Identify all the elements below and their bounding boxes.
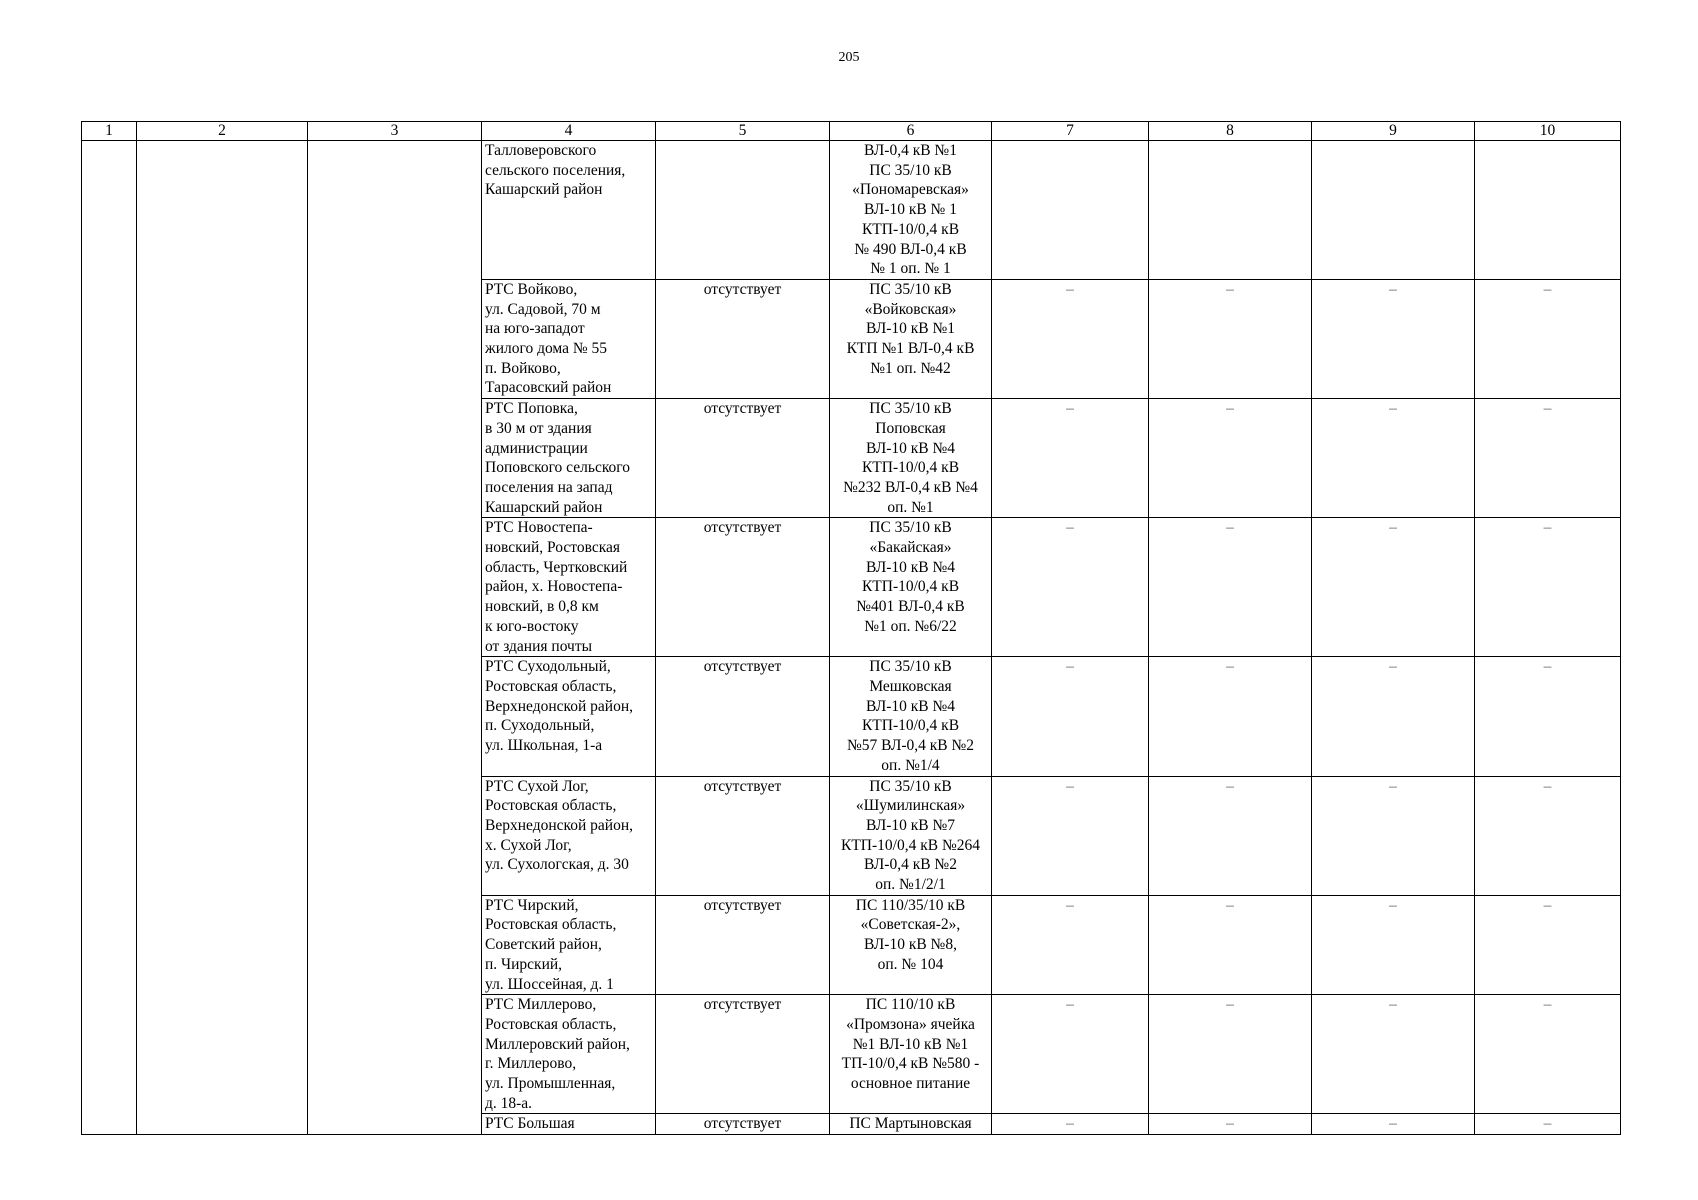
- empty-cell: [137, 518, 308, 657]
- table-row: [82, 995, 1621, 1114]
- empty-cell: [308, 518, 482, 657]
- cell-line: «Шумилинская»: [855, 797, 966, 815]
- page-number: 205: [838, 50, 860, 65]
- table-row: [82, 895, 1621, 995]
- location-cell: [482, 279, 656, 398]
- power-supply-cell: [830, 776, 992, 895]
- cell-line: Кашарский район: [485, 181, 603, 199]
- cell-line: поселения на запад: [485, 478, 613, 496]
- cell-line: администрации: [485, 439, 588, 457]
- cell-line: п. Войково,: [485, 359, 561, 377]
- cell-line: КТП-10/0,4 кВ: [861, 717, 960, 735]
- dash-cell: –: [1149, 895, 1312, 995]
- column-header: 2: [137, 122, 308, 141]
- cell-line: ВЛ-0,4 кВ №2: [864, 856, 957, 874]
- column-header: 10: [1475, 122, 1621, 141]
- cell-line: КТП-10/0,4 кВ: [861, 459, 960, 477]
- cell-line: РТС Миллерово,: [485, 996, 597, 1014]
- cell-line: ВЛ-10 кВ № 1: [864, 201, 957, 219]
- cell-line: от здания почты: [485, 637, 593, 655]
- empty-cell: [137, 776, 308, 895]
- cell-line: КТП-10/0,4 кВ: [861, 578, 960, 596]
- table-row: [82, 279, 1621, 398]
- cell-line: оп. №1/4: [881, 756, 940, 774]
- location-cell: [482, 895, 656, 995]
- status-cell: отсутствует: [656, 399, 830, 518]
- power-supply-cell: [830, 399, 992, 518]
- empty-cell: [137, 657, 308, 776]
- empty-cell: [82, 995, 137, 1114]
- cell-line: ВЛ-10 кВ №7: [865, 816, 956, 834]
- dash-cell: –: [992, 1114, 1149, 1135]
- dash-cell: –: [1149, 279, 1312, 398]
- empty-cell: [82, 895, 137, 995]
- status-cell: отсутствует: [656, 518, 830, 657]
- empty-cell: [137, 399, 308, 518]
- dash-cell: –: [1475, 657, 1621, 776]
- cell-line: ул. Промышленная,: [485, 1075, 616, 1093]
- table-body: [82, 141, 1621, 1135]
- dash-cell: –: [1475, 518, 1621, 657]
- status-cell: отсутствует: [656, 657, 830, 776]
- cell-line: район, х. Новостепа-: [485, 578, 623, 596]
- dash-cell: [1312, 141, 1475, 280]
- empty-cell: [137, 279, 308, 398]
- cell-line: в 30 м от здания: [485, 419, 592, 437]
- cell-line: область, Чертковский: [485, 558, 628, 576]
- dash-cell: [992, 141, 1149, 280]
- cell-line: Поповская: [875, 419, 946, 437]
- dash-cell: –: [992, 895, 1149, 995]
- power-supply-cell: [830, 518, 992, 657]
- dash-cell: –: [1312, 279, 1475, 398]
- data-table: [81, 121, 1621, 1135]
- cell-line: РТС Сухой Лог,: [485, 777, 589, 795]
- dash-cell: –: [992, 399, 1149, 518]
- status-cell: отсутствует: [656, 1114, 830, 1135]
- column-header: 1: [82, 122, 137, 141]
- cell-line: «Бакайская»: [869, 539, 952, 557]
- empty-cell: [308, 776, 482, 895]
- cell-line: №401 ВЛ-0,4 кВ: [856, 598, 965, 616]
- power-supply-cell: [830, 141, 992, 280]
- cell-line: Миллеровский район,: [485, 1035, 630, 1053]
- cell-line: Верхнедонской район,: [485, 816, 634, 834]
- dash-cell: –: [992, 279, 1149, 398]
- dash-cell: –: [1475, 1114, 1621, 1135]
- dash-cell: –: [1149, 657, 1312, 776]
- cell-line: Тарасовский район: [485, 379, 612, 397]
- dash-cell: [1149, 141, 1312, 280]
- cell-line: Верхнедонской район,: [485, 697, 634, 715]
- dash-cell: –: [1149, 518, 1312, 657]
- empty-cell: [308, 1114, 482, 1135]
- cell-line: основное питание: [850, 1075, 971, 1093]
- cell-line: Кашарский район: [485, 498, 603, 516]
- dash-cell: –: [1475, 776, 1621, 895]
- cell-line: №1 оп. №6/22: [864, 617, 957, 635]
- empty-cell: [82, 657, 137, 776]
- cell-line: оп. № 104: [877, 955, 944, 973]
- cell-line: РТС Чирский,: [485, 896, 579, 914]
- empty-cell: [308, 895, 482, 995]
- empty-cell: [137, 995, 308, 1114]
- column-header: 7: [992, 122, 1149, 141]
- table-row: [82, 518, 1621, 657]
- cell-line: КТП №1 ВЛ-0,4 кВ: [846, 340, 975, 358]
- empty-cell: [82, 1114, 137, 1135]
- cell-line: новский, в 0,8 км: [485, 598, 599, 616]
- empty-cell: [82, 776, 137, 895]
- cell-line: КТП-10/0,4 кВ: [861, 220, 960, 238]
- cell-line: ПС 35/10 кВ: [869, 519, 952, 537]
- cell-line: ВЛ-10 кВ №4: [865, 558, 956, 576]
- cell-line: п. Суходольный,: [485, 717, 595, 735]
- cell-line: Ростовская область,: [485, 916, 617, 934]
- table-row: [82, 657, 1621, 776]
- power-supply-cell: [830, 1114, 992, 1135]
- location-cell: [482, 399, 656, 518]
- dash-cell: –: [1149, 776, 1312, 895]
- cell-line: ТП-10/0,4 кВ №580 -: [841, 1055, 980, 1073]
- table-row: [82, 141, 1621, 280]
- cell-line: Мешковская: [869, 677, 952, 695]
- cell-line: г. Миллерово,: [485, 1055, 577, 1073]
- status-cell: отсутствует: [656, 279, 830, 398]
- table-row: [82, 1114, 1621, 1135]
- cell-line: ВЛ-0,4 кВ №1: [864, 142, 957, 159]
- cell-line: к юго-востоку: [485, 617, 579, 635]
- cell-line: ВЛ-10 кВ №8,: [864, 936, 957, 954]
- cell-line: оп. №1: [887, 498, 934, 516]
- cell-line: п. Чирский,: [485, 955, 563, 973]
- status-cell: отсутствует: [656, 895, 830, 995]
- cell-line: ул. Школьная, 1-а: [485, 737, 603, 755]
- empty-cell: [137, 141, 308, 280]
- empty-cell: [137, 895, 308, 995]
- cell-line: «Промзона» ячейка: [846, 1015, 975, 1033]
- location-cell: [482, 995, 656, 1114]
- cell-line: сельского поселения,: [485, 161, 626, 179]
- empty-cell: [82, 141, 137, 280]
- cell-line: «Войковская»: [864, 300, 957, 318]
- dash-cell: –: [1475, 399, 1621, 518]
- empty-cell: [308, 399, 482, 518]
- empty-cell: [82, 518, 137, 657]
- cell-line: х. Сухой Лог,: [485, 836, 572, 854]
- dash-cell: –: [1475, 895, 1621, 995]
- cell-line: оп. №1/2/1: [875, 876, 946, 894]
- cell-line: Поповского сельского: [485, 459, 631, 477]
- cell-line: новский, Ростовская: [485, 539, 621, 557]
- status-cell: отсутствует: [656, 995, 830, 1114]
- empty-cell: [308, 141, 482, 280]
- cell-line: РТС Поповка,: [485, 400, 578, 418]
- column-header: 6: [830, 122, 992, 141]
- cell-line: РТС Суходольный,: [485, 658, 611, 676]
- power-supply-cell: [830, 279, 992, 398]
- cell-line: на юго-западот: [485, 320, 585, 338]
- dash-cell: –: [1312, 657, 1475, 776]
- cell-line: ПС 35/10 кВ: [869, 400, 952, 418]
- location-cell: [482, 776, 656, 895]
- dash-cell: –: [1312, 895, 1475, 995]
- cell-line: ПС 35/10 кВ: [869, 280, 952, 298]
- cell-line: №57 ВЛ-0,4 кВ №2: [846, 737, 975, 755]
- cell-line: «Советская-2»,: [860, 916, 961, 934]
- dash-cell: –: [1149, 1114, 1312, 1135]
- power-supply-cell: [830, 895, 992, 995]
- cell-line: № 1 оп. № 1: [870, 260, 951, 278]
- location-cell: [482, 1114, 656, 1135]
- column-header: 5: [656, 122, 830, 141]
- dash-cell: –: [992, 657, 1149, 776]
- dash-cell: –: [1312, 518, 1475, 657]
- empty-cell: [82, 399, 137, 518]
- location-cell: [482, 657, 656, 776]
- cell-line: д. 18-а.: [485, 1094, 533, 1112]
- cell-line: ВЛ-10 кВ №4: [865, 439, 956, 457]
- cell-line: № 490 ВЛ-0,4 кВ: [854, 240, 967, 258]
- dash-cell: [1475, 141, 1621, 280]
- empty-cell: [82, 279, 137, 398]
- empty-cell: [137, 1114, 308, 1135]
- column-header: 8: [1149, 122, 1312, 141]
- column-header: 3: [308, 122, 482, 141]
- cell-line: №1 оп. №42: [870, 359, 951, 377]
- header-row: [82, 122, 1621, 141]
- cell-line: РТС Новостепа-: [485, 519, 593, 537]
- cell-line: №232 ВЛ-0,4 кВ №4: [843, 478, 978, 496]
- cell-line: ул. Шоссейная, д. 1: [485, 975, 614, 993]
- table-row: [82, 399, 1621, 518]
- cell-line: ВЛ-10 кВ №4: [865, 697, 956, 715]
- cell-line: КТП-10/0,4 кВ №264: [840, 836, 980, 854]
- table-row: [82, 776, 1621, 895]
- cell-line: РТС Большая: [485, 1115, 575, 1133]
- dash-cell: –: [1312, 776, 1475, 895]
- location-cell: [482, 518, 656, 657]
- column-header: 4: [482, 122, 656, 141]
- dash-cell: –: [992, 776, 1149, 895]
- cell-line: №1 ВЛ-10 кВ №1: [852, 1035, 969, 1053]
- dash-cell: –: [1312, 399, 1475, 518]
- cell-line: ПС Мартыновская: [849, 1115, 972, 1133]
- cell-line: Талловеровского: [485, 142, 597, 159]
- status-cell: [656, 141, 830, 280]
- dash-cell: –: [992, 518, 1149, 657]
- dash-cell: –: [1475, 279, 1621, 398]
- dash-cell: –: [1312, 1114, 1475, 1135]
- empty-cell: [308, 995, 482, 1114]
- column-header: 9: [1312, 122, 1475, 141]
- cell-line: Ростовская область,: [485, 1015, 617, 1033]
- dash-cell: –: [1149, 995, 1312, 1114]
- cell-line: ПС 35/10 кВ: [869, 658, 952, 676]
- cell-line: ПС 110/35/10 кВ: [855, 896, 966, 914]
- power-supply-cell: [830, 657, 992, 776]
- empty-cell: [308, 657, 482, 776]
- cell-line: ул. Сухологская, д. 30: [485, 856, 629, 874]
- cell-line: Ростовская область,: [485, 797, 617, 815]
- cell-line: ПС 35/10 кВ: [869, 777, 952, 795]
- location-cell: [482, 141, 656, 280]
- cell-line: «Пономаревская»: [852, 181, 969, 199]
- empty-cell: [308, 279, 482, 398]
- cell-line: Советский район,: [485, 936, 602, 954]
- power-supply-cell: [830, 995, 992, 1114]
- cell-line: ул. Садовой, 70 м: [485, 300, 601, 318]
- cell-line: РТС Войково,: [485, 280, 578, 298]
- dash-cell: –: [992, 995, 1149, 1114]
- dash-cell: –: [1312, 995, 1475, 1114]
- dash-cell: –: [1475, 995, 1621, 1114]
- cell-line: жилого дома № 55: [485, 340, 608, 358]
- cell-line: ВЛ-10 кВ №1: [865, 320, 956, 338]
- cell-line: Ростовская область,: [485, 677, 617, 695]
- cell-line: ПС 35/10 кВ: [869, 161, 952, 179]
- status-cell: отсутствует: [656, 776, 830, 895]
- cell-line: ПС 110/10 кВ: [865, 996, 956, 1014]
- dash-cell: –: [1149, 399, 1312, 518]
